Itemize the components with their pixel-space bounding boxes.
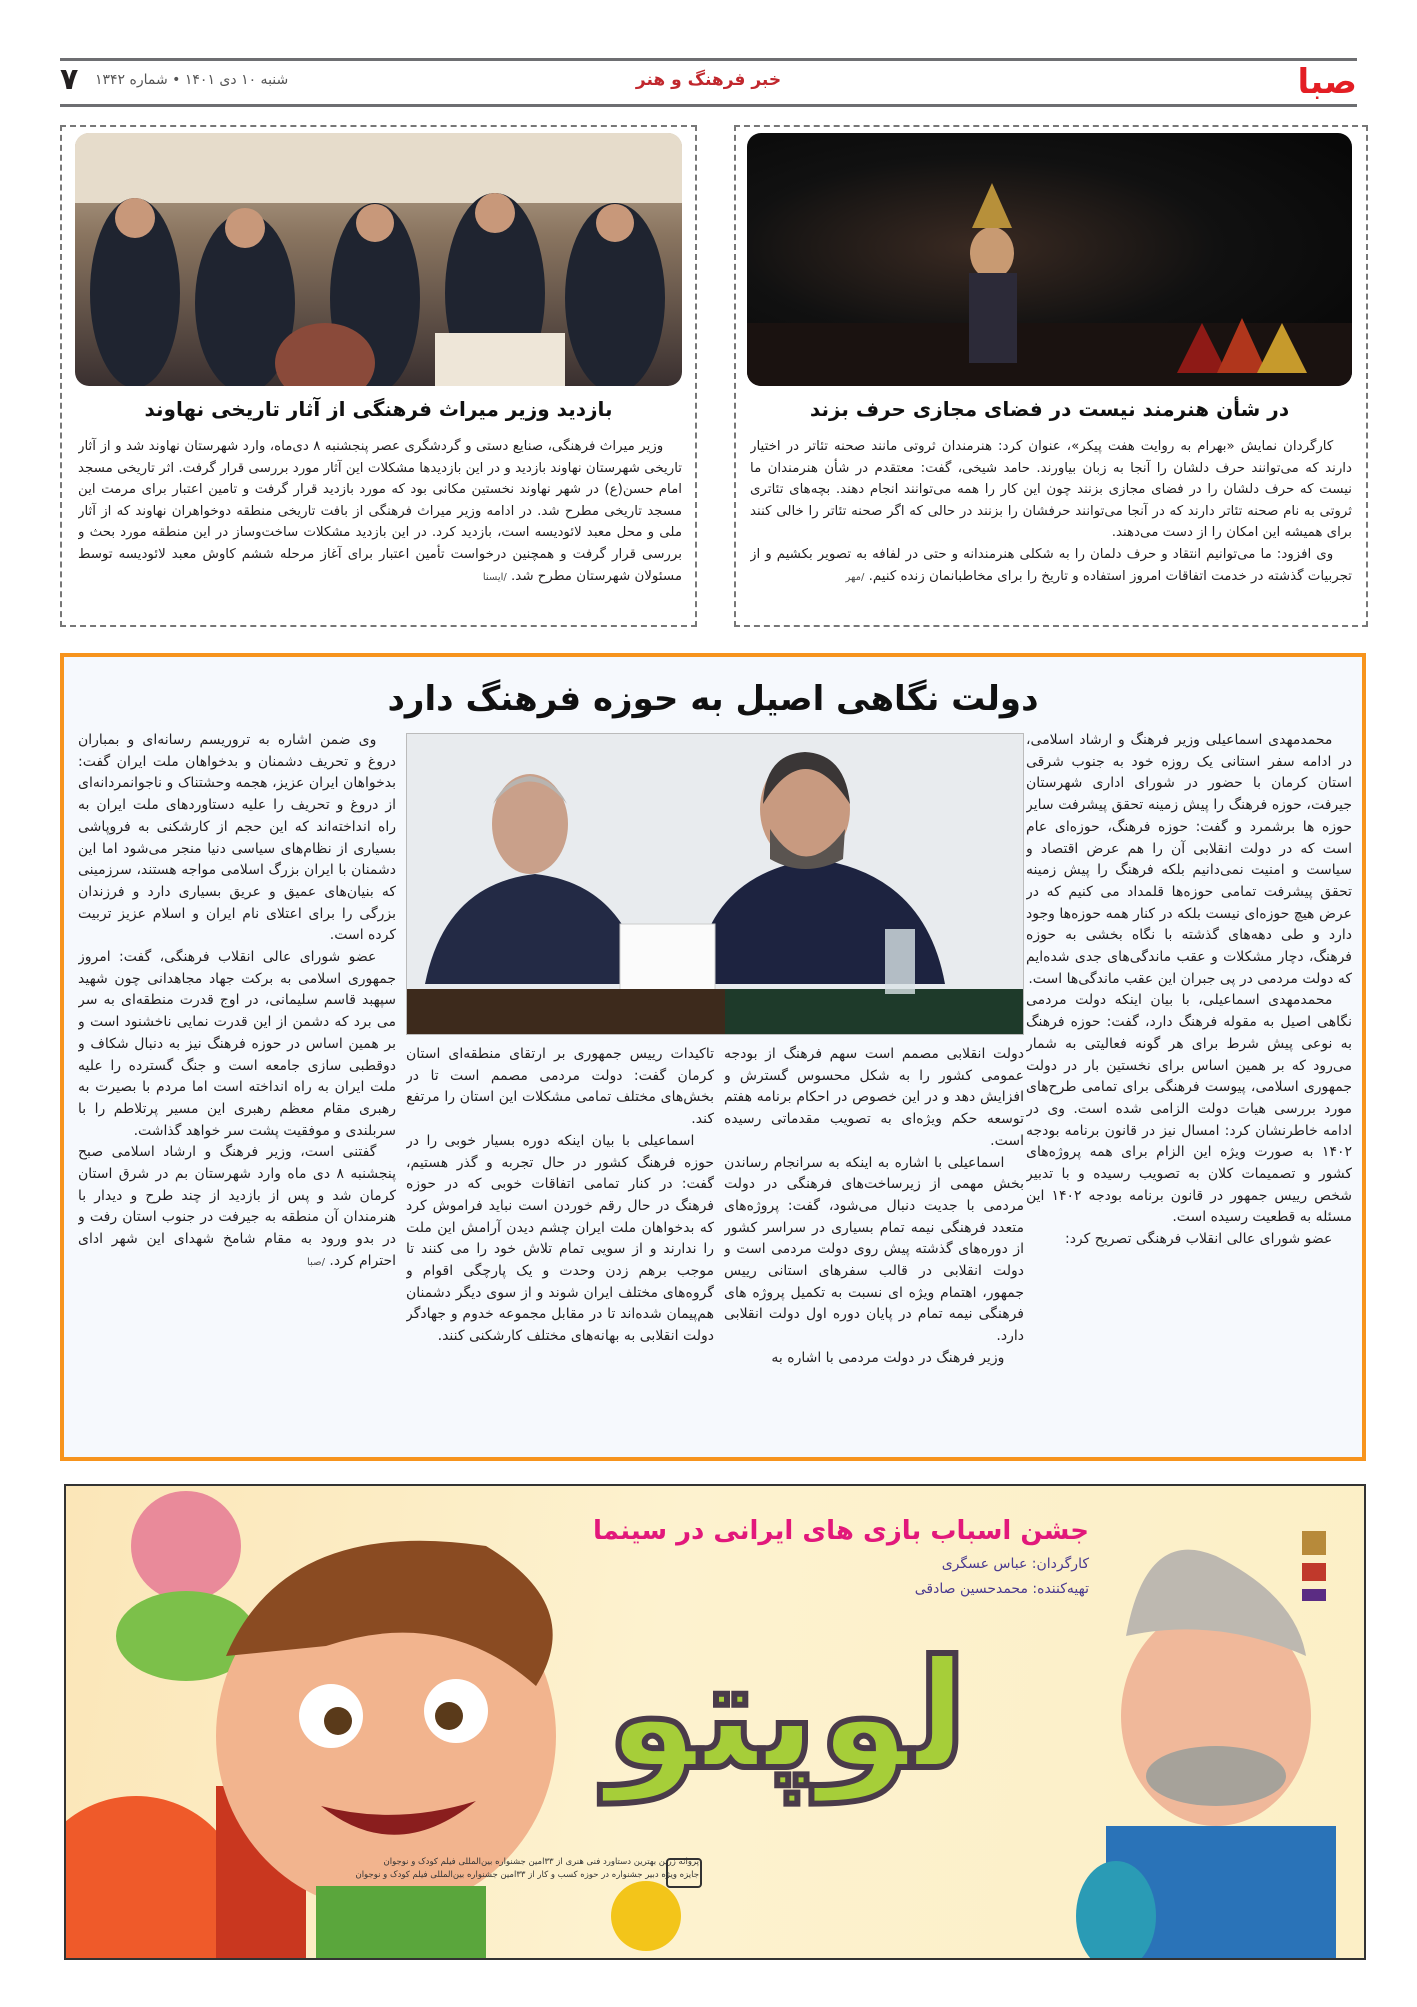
article-column-4	[78, 730, 396, 1455]
paragraph: وزیر فرهنگ در دولت مردمی با اشاره به	[771, 1349, 1005, 1366]
paragraph	[78, 1142, 396, 1273]
paragraph-text: وی افزود: ما می‌توانیم انتقاد و حرف دلمان را به شکلی هنرمندانه و حتی در لفافه به تصویر بکشیم و از تجربیات گذشته در خدمت اتفاقات امروز استفاده و تاریخ را برای مخاطبانمان زنده کنیم.	[750, 546, 1352, 584]
news-source: /ایسنا	[482, 571, 507, 583]
paragraph: اسماعیلی با بیان اینکه دوره بسیار خوبی را در حوزه فرهنگ کشور در حال تجربه و گذر هستیم، گفت: در کنار تمامی اتفاقات خوبی که در حوزه فرهنگ در حال رقم خوردن است نباید فراموش کرد که بدخواهان ملت ایران چشم دیدن آرامش این ملت را ندارند و از سویی تمام تلاش خود را می کنند تا موجب برهم زدن وحدت و یک پارچگی اقوام و گروه‌های مختلف ایران شوند و از سوی دیگر دشمنان هم‌پیمان شده‌اند تا در مقابل مجموعه خدوم و جهادگر دولت انقلابی به بهانه‌های مختلف کارشکنی کنند.	[406, 1132, 714, 1345]
issue-date: شنبه ۱۰ دی ۱۴۰۱	[184, 72, 289, 88]
news-source: /صبا	[307, 1256, 325, 1268]
theater-stage-photo	[747, 133, 1352, 386]
issue-number: شماره ۱۳۴۲	[95, 72, 168, 88]
article-column-3	[406, 1044, 714, 1456]
article-theater-title: در شأن هنرمند نیست در فضای مجازی حرف بزند	[809, 397, 1290, 421]
section-title: خبر فرهنگ و هنر	[635, 70, 782, 90]
paragraph: تاکیدات رییس جمهوری بر ارتقای منطقه‌ای استان کرمان گفت: دولت مردمی مصمم است تا در بخش‌های مختلف تمامی مشکلات این استان را مرتفع کند.	[406, 1046, 714, 1128]
paragraph	[750, 544, 1352, 588]
page-number: ۷	[60, 62, 79, 97]
paragraph	[78, 436, 682, 588]
paragraph-text: وزیر میراث فرهنگی، صنایع دستی و گردشگری عصر پنجشنبه ۸ دی‌ماه، وارد شهرستان نهاوند شد و از آثار تاریخی شهرستان نهاوند بازدید و در این بازدیدها مشکلات این آثار مورد بررسی قرار گرفت. اثر تاریخی مسجد امام حسن(ع) در شهر نهاوند نخستین مکانی بود که مورد بازدید قرار گرفت و تامین اعتبار برای مرمت این مسجد تاریخی مطرح شد. در ادامه وزیر میراث فرهنگی از بافت تاریخی منطقه دوخواهران نهاوند که از آثار ملی و محل معبد لائودیسه است، بازدید کرد. در این بازدید مشکلات ساخت‌وساز در این منطقه مورد بحث و بررسی قرار گرفت و همچنین درخواست تأمین اعتبار برای آغاز مرحله ششم کاوش معبد لائودیسه توسط مسئولان شهرستان مطرح شد.	[78, 439, 682, 584]
minister-meeting-photo	[406, 733, 1024, 1035]
header-bottom-rule	[60, 104, 1357, 107]
main-article-title: دولت نگاهی اصیل به حوزه فرهنگ دارد	[387, 679, 1039, 719]
sponsor-logos	[1300, 1531, 1326, 1621]
article-nahavand-body	[78, 436, 682, 622]
sponsor-logo-icon	[1302, 1563, 1326, 1581]
news-source: /مهر	[845, 571, 865, 583]
paragraph: عضو شورای عالی انقلاب فرهنگی تصریح کرد:	[1064, 1231, 1333, 1248]
ad-director: کارگردان: عباس عسگری	[941, 1556, 1089, 1572]
ad-awards	[355, 1856, 699, 1882]
ad-film-title: لوپتو	[606, 1629, 968, 1803]
film-advertisement[interactable]	[64, 1484, 1366, 1960]
article-theater-body	[750, 436, 1352, 622]
award-line: جایزه ویژه دبیر جشنواره در حوزه کسب و کار از ۳۳امین جشنواره بین‌المللی فیلم کودک و نوجوان	[355, 1870, 699, 1880]
award-line: پروانه زرین بهترین دستاورد فنی هنری از ۳۳امین جشنواره بین‌المللی فیلم کودک و نوجوان	[383, 1857, 699, 1867]
article-column-2	[724, 1044, 1024, 1456]
sponsor-logo-icon	[1302, 1531, 1326, 1555]
crowd-illustration	[75, 133, 682, 386]
meeting-illustration	[406, 734, 1023, 1035]
separator: •	[172, 72, 181, 88]
newspaper-logo[interactable]: صبا	[1297, 62, 1357, 102]
paragraph: محمدمهدی اسماعیلی، با بیان اینکه دولت مردمی نگاهی اصیل به مقوله فرهنگ دارد، گفت: حوزه فرهنگ به نوعی پیش شرط برای هر گونه فعالیتی به شمار می‌رود که بر همین اساس برای نخستین بار در دولت جمهوری اسلامی، پیوست فرهنگی برای تمامی طرح‌های مورد بررسی هیات دولت الزامی شده است. وی در ادامه خاطرنشان کرد: امسال نیز در قانون برنامه بودجه ۱۴۰۲ به صورت ویژه این الزام برای همه پروژه‌های کشور و تصمیمات کلان به تصویب رسیده و با تدبیر شخص رییس جمهور در قانون برنامه بودجه ۱۴۰۲ این مسئله به قطعیت رسیده است.	[1026, 992, 1352, 1226]
paragraph: دولت انقلابی مصمم است سهم فرهنگ از بودجه عمومی کشور را به شکل محسوس گسترش و افزایش دهد و در این خصوص در احکام برنامه هفتم توسعه حکم ویژه‌ای به تصویب مقدماتی رسیده است.	[724, 1046, 1024, 1149]
paragraph: کارگردان نمایش «بهرام به روایت هفت پیکر»، عنوان کرد: هنرمندان ثروتی مانند صحنه تئاتر در اختیار دارند که می‌توانند حرف دلشان را آنجا به زبان بیاورند. حامد شیخی، گفت: معتقدم در شأن هنرمندان ما نیست که حرف دلشان را در فضای مجازی بزنند چون این کار را همه می‌توانند انجام دهند. بچه‌های تئاتری ثروتی به نام صحنه تئاتر دارند که در آنجا می‌توانند حرفشان را بزنند در حالی که اگر صحنه تئاتر را خالی کنند برای همیشه این امکان را از دست می‌دهند.	[750, 439, 1352, 541]
main-article	[60, 653, 1366, 1461]
paragraph-text: گفتنی است، وزیر فرهنگ و ارشاد اسلامی صبح پنجشنبه ۸ دی ماه وارد شهرستان بم در شرق استان کرمان شد و پس از بازدید از چند طرح و دیدار با هنرمندان آن منطقه به جیرفت در جنوب استان رفت و در بدو ورود به مقام شامخ شهدای این شهر ادای احترام کرد.	[78, 1144, 396, 1269]
stage-illustration	[747, 133, 1352, 386]
header-top-rule	[60, 58, 1357, 61]
article-column-1	[1026, 730, 1352, 1455]
paragraph: عضو شورای عالی انقلاب فرهنگی، گفت: امروز جمهوری اسلامی به برکت جهاد مجاهدانی چون شهید سپهبد قاسم سلیمانی، در اوج قدرت منطقه‌ای به سر می برد که دشمن از این قدرت نمایی ناخشنود است و بر همین اساس در حوزه فرهنگ نیز به دنبال شکاف و دوقطبی سازی جامعه است و جنگ گسترده را علیه ملت ایران به راه انداخته است اما مردم با بصیرت به رهبری مقام معظم رهبری این مسیر پرتلاطم را با سربلندی و موفقیت پشت سر خواهد گذاشت.	[78, 949, 396, 1139]
paragraph: اسماعیلی با اشاره به اینکه به سرانجام رساندن بخش مهمی از زیرساخت‌های فرهنگی در دولت مردمی با جدیت دنبال می‌شود، گفت: پروژه‌های متعدد فرهنگی نیمه تمام بسیاری در سراسر کشور از دوره‌های گذشته پیش روی دولت مردمی است و دولت انقلابی در قالب سفرهای استانی رییس جمهور، اهتمام ویژه ای نسبت به تکمیل پروژه های فرهنگی نیمه تمام در پایان دوره اول دولت انقلابی دارد.	[724, 1154, 1024, 1345]
exhibition-visit-photo	[75, 133, 682, 386]
dateline	[95, 72, 288, 88]
ad-producer: تهیه‌کننده: محمدحسین صادقی	[914, 1581, 1089, 1597]
paragraph: وی ضمن اشاره به تروریسم رسانه‌ای و بمباران دروغ و تحریف دشمنان و بدخواهان ملت ایران گفت: بدخواهان ایران عزیز، هجمه وحشتناک و ناجوانمردانه‌ای از دروغ و تحریف را علیه دستاوردهای ملت ایران به راه انداخته‌اند که این حجم از کارشکنی به فروپاشی بسیاری از نظام‌های سیاسی دنیا منجر می‌شود اما این دشمنان با ایران بزرگ اسلامی مواجه هستند، سرزمینی که بنیان‌های عمیق و عریق بسیاری دارد و فرزندان بزرگی را برای اعتلای نام ایران و اسلام عزیز تربیت کرده است.	[78, 732, 396, 944]
paragraph: محمدمهدی اسماعیلی وزیر فرهنگ و ارشاد اسلامی، در ادامه سفر استانی یک روزه خود به جنوب شرقی استان کرمان با حضور در شورای اداری شهرستان جیرفت، حوزه فرهنگ را پیش زمینه تحقق پیشرفت سایر حوزه ها برشمرد و گفت: حوزه فرهنگ، حوزه‌ای عام است که در دولت انقلابی آن را هم عرض اقتصاد و سیاست و امنیت نمی‌دانیم بلکه فرهنگ را پیش زمینه تحقق پیشرفت تمامی حوزه‌ها قلمداد می کنیم که در عرض هیچ حوزه‌ای نیست بلکه در کنار همه حوزه‌ها وجود دارد و طی دهه‌های گذشته با نگاه بخشی به حوزه فرهنگ، دچار مشکلات و عقب ماندگی‌های جدی شده‌ایم که دولت مردمی در پی جبران این عقب ماندگی‌ها است.	[1026, 732, 1352, 987]
article-nahavand-title: بازدید وزیر میراث فرهنگی از آثار تاریخی نهاوند	[144, 397, 613, 421]
sponsor-logo-icon	[1302, 1589, 1326, 1601]
ad-headline: جشن اسباب بازی های ایرانی در سینما	[593, 1516, 1089, 1546]
